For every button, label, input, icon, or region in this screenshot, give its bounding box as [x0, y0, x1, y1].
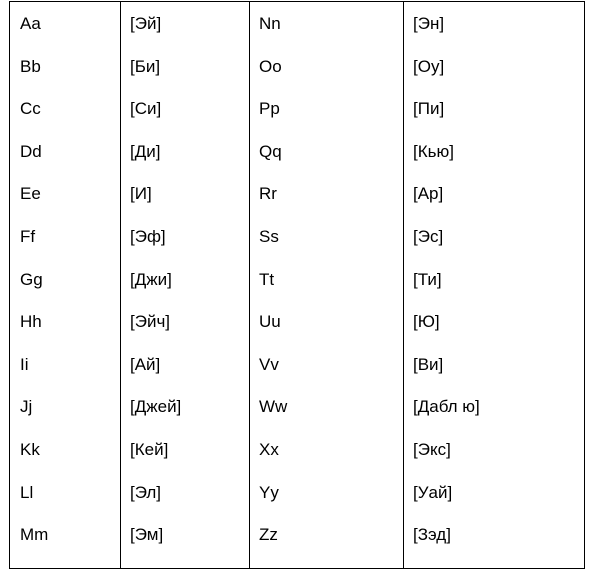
letter-cell: Hh [20, 312, 42, 332]
pronunciation-cell: [Эс] [413, 227, 444, 246]
letter-cell: Mm [20, 525, 49, 545]
letter-cell: Ff [20, 227, 36, 246]
letter-cell: Ww [259, 397, 288, 417]
column-divider [403, 2, 404, 568]
letter-cell: Zz [259, 525, 278, 545]
pronunciation-cell: [Эф] [130, 227, 166, 246]
letter-cell: Ll [20, 482, 34, 502]
letter-cell: Dd [20, 141, 42, 161]
letter-cell: Kk [20, 440, 40, 459]
pronunciation-cell: [Эл] [130, 482, 162, 502]
pronunciation-cell: [Ди] [130, 141, 161, 161]
pronunciation-cell: [Ар] [413, 184, 444, 204]
alphabet-table [9, 1, 585, 569]
pronunciation-cell: [Ай] [130, 354, 161, 374]
pronunciation-cell: [Джей] [130, 397, 182, 417]
letter-cell: Oo [259, 56, 282, 76]
pronunciation-cell: [Пи] [413, 99, 445, 119]
pronunciation-cell: [Ти] [413, 269, 442, 289]
pronunciation-cell: [Зэд] [413, 525, 451, 545]
pronunciation-cell: [Кью] [413, 141, 454, 161]
letter-cell: Yy [259, 482, 279, 502]
pronunciation-cell: [Эйч] [130, 312, 171, 332]
letter-cell: Pp [259, 99, 280, 119]
letter-cell: Cc [20, 99, 41, 119]
pronunciation-cell: [Ви] [413, 354, 444, 374]
letter-cell: Jj [20, 397, 33, 417]
pronunciation-cell: [Эн] [413, 14, 445, 33]
letter-cell: Vv [259, 354, 279, 374]
pronunciation-cell: [Кей] [130, 440, 169, 459]
letter-cell: Qq [259, 141, 282, 161]
letter-cell: Aa [20, 14, 41, 33]
column-divider [249, 2, 250, 568]
pronunciation-cell: [Би] [130, 56, 161, 76]
pronunciation-cell: [Эй] [130, 14, 162, 33]
letter-cell: Xx [259, 440, 279, 459]
pronunciation-cell: [И] [130, 184, 152, 204]
letter-cell: Uu [259, 312, 281, 332]
pronunciation-cell: [Эм] [130, 525, 164, 545]
pronunciation-cell: [Си] [130, 99, 162, 119]
letter-cell: Rr [259, 184, 277, 204]
letter-cell: Ii [20, 354, 29, 374]
letter-cell: Tt [259, 269, 275, 289]
pronunciation-cell: [Джи] [130, 269, 172, 289]
column-divider [120, 2, 121, 568]
pronunciation-cell: [Экс] [413, 440, 451, 459]
pronunciation-cell: [Ю] [413, 312, 440, 332]
pronunciation-cell: [Дабл ю] [413, 397, 480, 417]
letter-cell: Bb [20, 56, 41, 76]
letter-cell: Gg [20, 269, 43, 289]
letter-cell: Ee [20, 184, 41, 204]
pronunciation-cell: [Уай] [413, 482, 453, 502]
letter-cell: Ss [259, 227, 279, 246]
letter-cell: Nn [259, 14, 281, 33]
pronunciation-cell: [Оу] [413, 56, 445, 76]
